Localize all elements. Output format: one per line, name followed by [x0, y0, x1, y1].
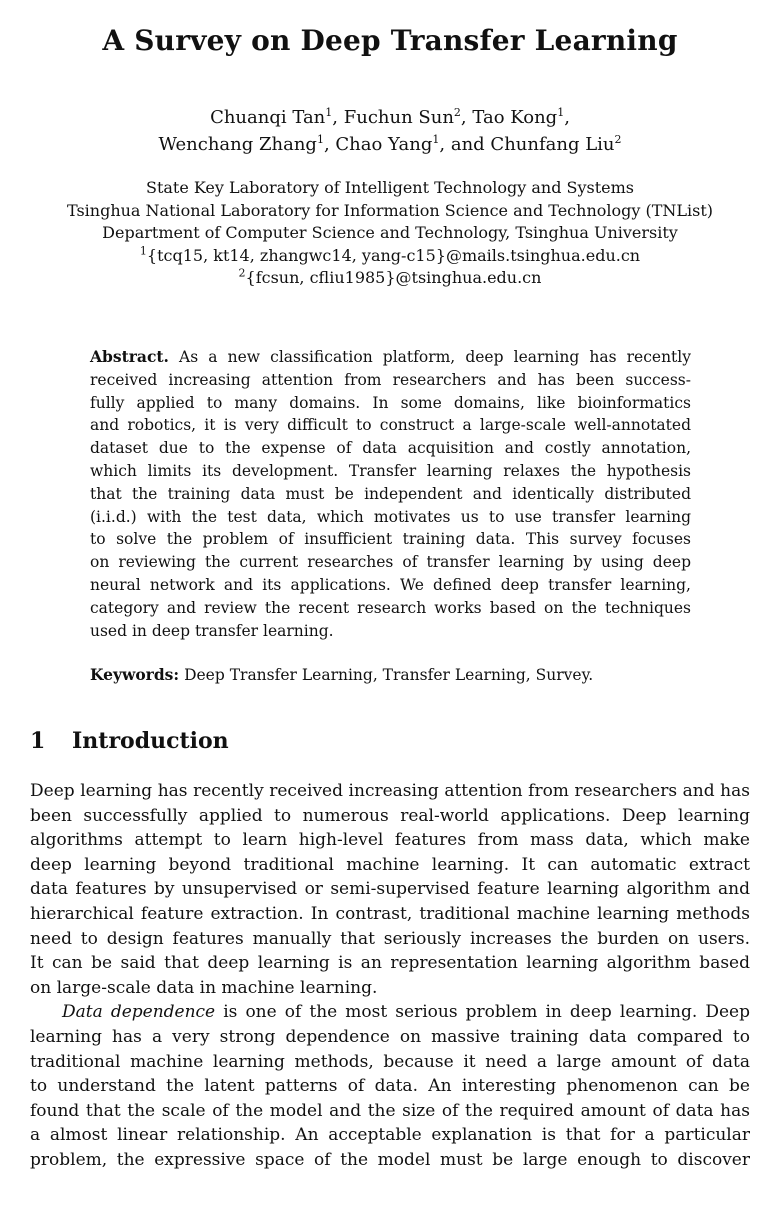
section-title: Introduction: [72, 728, 229, 754]
author-name: Chuanqi Tan: [210, 107, 326, 128]
body-line: deep learning beyond traditional machine learning. It can automatic extract: [30, 854, 750, 875]
body-line: to understand the latent patterns of data. An interesting phenomenon can be: [30, 1076, 750, 1097]
abstract-line: which limits its development. Transfer learning relaxes the hypothesis: [90, 461, 691, 480]
abstract-line: and robotics, it is very difficult to construct a large-scale well-annotated: [90, 416, 691, 435]
author-list: [0, 104, 780, 158]
author-line-2: [0, 131, 780, 158]
body-line: algorithms attempt to learn high-level features from mass data, which make: [30, 830, 750, 851]
email-line: [0, 267, 780, 290]
body-line: It can be said that deep learning is an representation learning algorithm based: [30, 953, 750, 974]
affiliation-block: [0, 177, 780, 290]
body-line: Deep learning has recently received increasing attention from researchers and has: [30, 781, 750, 801]
keywords-text: Deep Transfer Learning, Transfer Learning, Survey.: [179, 666, 594, 684]
body-line: a almost linear relationship. An acceptable explanation is that for a particular: [30, 1125, 750, 1146]
body-line: on large-scale data in machine learning.: [30, 977, 378, 998]
email-affil-mark: 2: [238, 266, 246, 280]
paragraph: [30, 779, 750, 1000]
body-line: need to design features manually that seriously increases the burden on users.: [30, 928, 750, 949]
abstract-line: used in deep transfer learning.: [90, 621, 334, 640]
author-affil-mark: 1: [557, 106, 565, 119]
author-affil-mark: 1: [325, 106, 333, 119]
affiliation-line: Tsinghua National Laboratory for Information Science and Technology (TNList): [66, 200, 714, 220]
body-text: [30, 779, 750, 1173]
email-affil-mark: 1: [139, 244, 147, 258]
affiliation-line: State Key Laboratory of Intelligent Technology and Systems: [145, 178, 635, 197]
author-line-1: [0, 104, 780, 131]
abstract: [90, 346, 691, 642]
body-text-run: is one of the most serious problem in deep learning. Deep: [215, 1002, 750, 1023]
paragraph: [30, 1000, 750, 1172]
email-address: {fcsun, cfliu1985}@tsinghua.edu.cn: [245, 268, 542, 287]
author-separator: ,: [332, 107, 344, 128]
author-affil-mark: 1: [432, 133, 440, 146]
paper-title: A Survey on Deep Transfer Learning: [102, 24, 678, 57]
section-number: 1: [30, 728, 46, 754]
author-name: Wenchang Zhang: [158, 134, 317, 155]
affiliation-line: Department of Computer Science and Technology, Tsinghua University: [102, 223, 678, 242]
author-separator: ,: [323, 134, 336, 155]
abstract-text: As a new classification platform, deep learning has recently: [168, 348, 691, 366]
abstract-line: [90, 346, 691, 369]
body-line: been successfully applied to numerous real-world applications. Deep learning: [30, 805, 750, 826]
abstract-line: category and review the recent research works based on the techniques: [90, 598, 691, 617]
body-line: learning has a very strong dependence on massive training data compared to: [30, 1026, 750, 1047]
author-name: Chao Yang: [335, 134, 433, 155]
abstract-line: dataset due to the expense of data acquisition and costly annotation,: [90, 439, 691, 458]
section-heading: [30, 728, 229, 754]
author-separator: ,: [460, 107, 473, 128]
author-affil-mark: 2: [453, 106, 461, 119]
abstract-label: Abstract.: [90, 347, 169, 366]
author-name: Chunfang Liu: [490, 134, 615, 155]
author-affil-mark: 2: [614, 133, 622, 146]
body-line: hierarchical feature extraction. In contrast, traditional machine learning methods: [30, 903, 750, 924]
email-line: [0, 245, 780, 268]
author-affil-mark: 1: [316, 133, 324, 146]
abstract-line: neural network and its applications. We defined deep transfer learning,: [90, 575, 691, 594]
author-separator: , and: [439, 134, 491, 155]
abstract-line: received increasing attention from researchers and has been success-: [90, 370, 691, 389]
body-line: data features by unsupervised or semi-supervised feature learning algorithm and: [30, 879, 750, 900]
emphasis: Data dependence: [62, 1002, 216, 1023]
author-name: Fuchun Sun: [343, 107, 454, 128]
keywords-label: Keywords:: [90, 665, 180, 684]
abstract-line: (i.i.d.) with the test data, which motivates us to use transfer learning: [90, 507, 691, 526]
abstract-line: on reviewing the current researches of transfer learning by using deep: [90, 553, 691, 572]
abstract-line: to solve the problem of insufficient training data. This survey focuses: [90, 530, 691, 549]
author-separator: ,: [564, 107, 570, 128]
body-line: found that the scale of the model and the size of the required amount of data has: [30, 1100, 750, 1121]
body-line: traditional machine learning methods, because it need a large amount of data: [30, 1051, 750, 1072]
keywords: [90, 664, 691, 686]
email-address: {tcq15, kt14, zhangwc14, yang-c15}@mails.tsinghua.edu.cn: [146, 245, 641, 265]
body-line: [30, 1000, 750, 1025]
body-line: problem, the expressive space of the model must be large enough to discover: [30, 1149, 750, 1170]
abstract-line: that the training data must be independent and identically distributed: [90, 484, 691, 503]
author-name: Tao Kong: [472, 107, 558, 128]
abstract-line: fully applied to many domains. In some domains, like bioinformatics: [90, 393, 691, 412]
